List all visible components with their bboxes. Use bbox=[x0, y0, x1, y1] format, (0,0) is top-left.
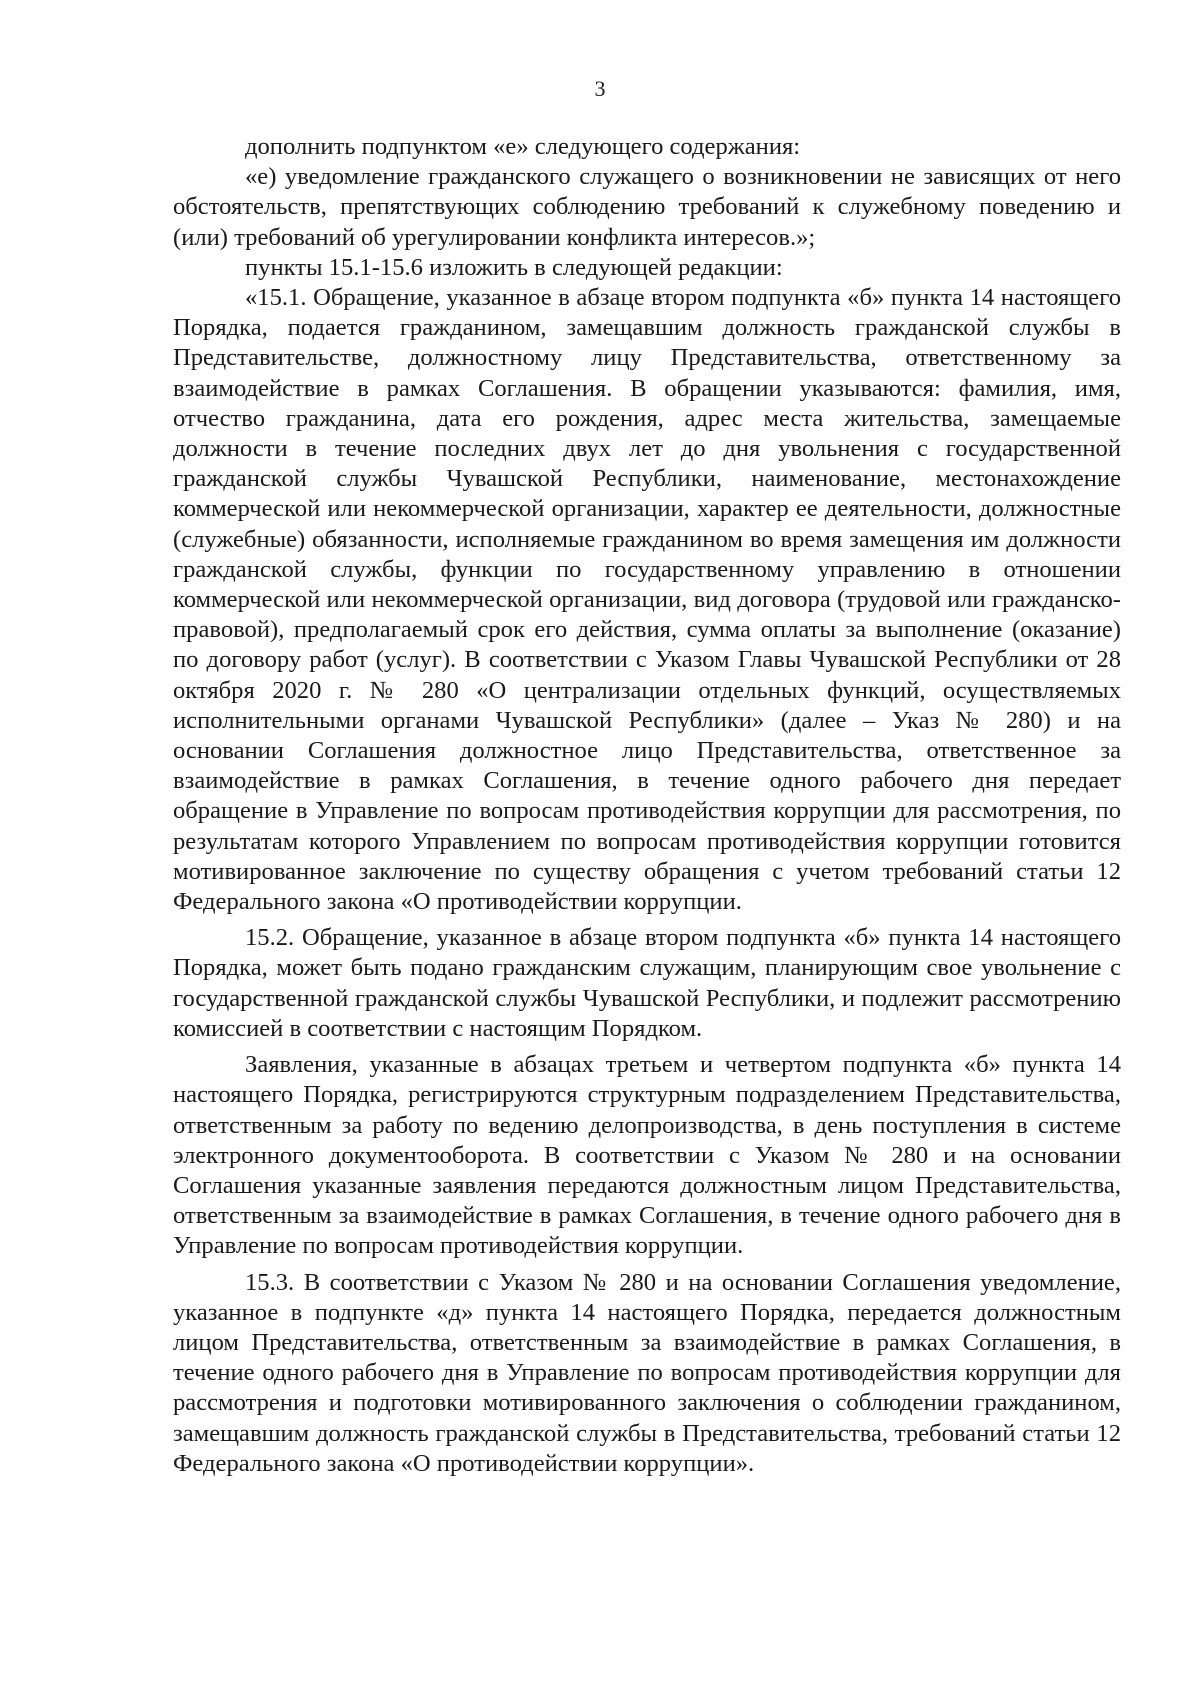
paragraph-items-intro: пункты 15.1-15.6 изложить в следующей редакции: bbox=[245, 253, 783, 281]
page-number: 3 bbox=[594, 76, 606, 101]
paragraph-15-1: «15.1. Обращение, указанное в абзаце втором подпункта «б» пункта 14 настоящего Порядка, подается гражданином, замещавшим должность гражданской службы в Представительстве, должностному лицу Представительства, ответственному за взаимодействие в рамках Соглашения. В обращении указываются: фамилия, имя, отчество гражданина, дата его рождения, адрес места жительства, замещаемые должности в течение последних двух лет до дня увольнения с государственной гражданской службы Чувашской Республики, наименование, местонахождение коммерческой или некоммерческой организации, характер ее деятельности, должностные (служебные) обязанности, исполняемые гражданином во время замещения им должности гражданской службы, функции по государственному управлению в отношении коммерческой или некоммерческой организации, вид договора (трудовой или гражданско-правовой), предполагаемый срок его действия, сумма оплаты за выполнение (оказание) по договору работ (услуг). В соответствии с Указом Главы Чувашской Республики от 28 октября 2020 г. № 280 «О централизации отдельных функций, осуществляемых исполнительными органами Чувашской Республики» (далее – Указ № 280) и на основании Соглашения должностное лицо Представительства, ответственное за взаимодействие в рамках Соглашения, в течение одного рабочего дня передает обращение в Управление по вопросам противодействия коррупции для рассмотрения, по результатам которого Управлением по вопросам противодействия коррупции готовится мотивированное заключение по существу обращения с учетом требований статьи 12 Федерального закона «О противодействии коррупции. bbox=[173, 284, 1121, 916]
paragraph-supplement-intro: дополнить подпунктом «е» следующего содержания: bbox=[245, 133, 801, 160]
paragraph-subitem-e: «е) уведомление гражданского служащего о возникновении не зависящих от него обстоятельств, препятствующих соблюдению требований к служебному поведению и (или) требований об урегулировании конфликта интересов.»; bbox=[173, 163, 1121, 251]
paragraph-applications: Заявления, указанные в абзацах третьем и четвертом подпункта «б» пункта 14 настоящего Порядка, регистрируются структурным подразделением Представительства, ответственным за работу по ведению делопроизводства, в день поступления в системе электронного документооборота. В соответствии с Указом № 280 и на основании Соглашения указанные заявления передаются должностным лицом Представительства, ответственным за взаимодействие в рамках Соглашения, в течение одного рабочего дня в Управление по вопросам противодействия коррупции. bbox=[173, 1051, 1121, 1260]
paragraph-15-2: 15.2. Обращение, указанное в абзаце втором подпункта «б» пункта 14 настоящего Порядка, может быть подано гражданским служащим, планирующим свое увольнение с государственной гражданской службы Чувашской Республики, и подлежит рассмотрению комиссией в соответствии с настоящим Порядком. bbox=[173, 924, 1121, 1042]
paragraph-15-3: 15.3. В соответствии с Указом № 280 и на основании Соглашения уведомление, указанное в подпункте «д» пункта 14 настоящего Порядка, передается должностным лицом Представительства, ответственным за взаимодействие в рамках Соглашения, в течение одного рабочего дня в Управление по вопросам противодействия коррупции для рассмотрения и подготовки мотивированного заключения о соблюдении гражданином, замещавшим должность гражданской службы в Представительства, требований статьи 12 Федерального закона «О противодействии коррупции». bbox=[173, 1268, 1121, 1477]
document-body bbox=[173, 132, 1121, 1479]
